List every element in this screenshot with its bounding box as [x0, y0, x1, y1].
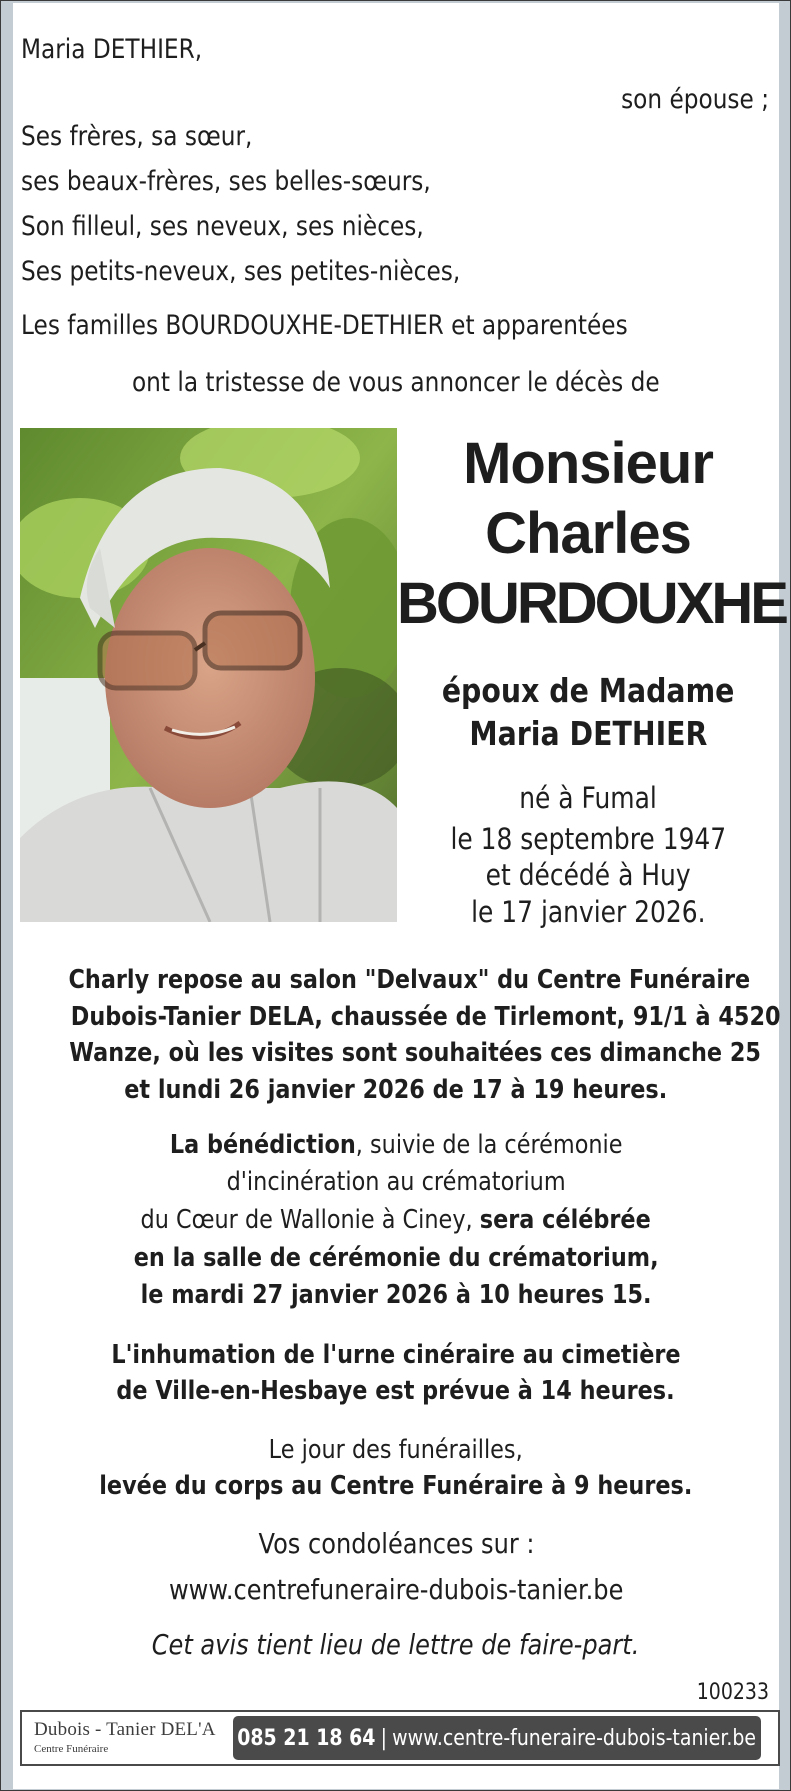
burial-line-text: L'inhumation de l'urne cinéraire au cimetière: [111, 1340, 681, 1370]
condolences-label-text: Vos condoléances sur :: [257, 1527, 535, 1560]
contact-bar-inner: [238, 1726, 757, 1751]
ceremony-line-5-text: le mardi 27 janvier 2026 à 10 heures 15.: [140, 1280, 652, 1310]
family-line-in-laws: ses beaux-frères, ses belles-sœurs,: [21, 166, 431, 197]
funeral-day-line-2: [13, 1473, 779, 1499]
ceremony-line-3: [13, 1207, 779, 1233]
birth-place: [397, 781, 779, 815]
obituary-notice: [13, 3, 786, 1789]
ceremony-line-4: [13, 1245, 779, 1271]
ceremony-line-2: [13, 1169, 779, 1195]
visitation-line: [13, 1040, 779, 1066]
blessing-label: La bénédiction: [169, 1130, 356, 1160]
reference-number: 100233: [696, 1680, 769, 1705]
separator: |: [381, 1725, 388, 1751]
funeral-home-logo-subtitle: Centre Funéraire: [34, 1743, 109, 1755]
deceased-first-name: Charles: [485, 501, 691, 566]
visitation-line: [13, 1004, 779, 1030]
website-link[interactable]: www.centre-funeraire-dubois-tanier.be: [392, 1725, 757, 1751]
ceremony-line-1-rest: , suivie de la cérémonie: [355, 1130, 623, 1160]
ceremony-line-3-wrap: [141, 1207, 651, 1233]
announcement-line: [13, 369, 779, 396]
birth-date: [397, 822, 779, 856]
ceremony-line-2-text: d'incinération au crématorium: [226, 1167, 566, 1197]
burial-line-text: de Ville-en-Hesbaye est prévue à 14 heures.: [116, 1376, 676, 1406]
ceremony-line-4-text: en la salle de cérémonie du crématorium,: [133, 1243, 659, 1273]
portrait-image: [20, 428, 397, 922]
death-place: [397, 858, 779, 892]
visitation-line: [13, 1077, 779, 1103]
phone-number[interactable]: 085 21 18 64: [237, 1725, 376, 1751]
spouse-line-1: [397, 671, 779, 710]
visitation-line-text: Dubois-Tanier DELA, chaussée de Tirlemont, 91/1 à 4520: [70, 1002, 781, 1032]
announcement-text: ont la tristesse de vous annoncer le décès de: [132, 367, 660, 398]
funeral-home-logo: Dubois - Tanier DEL'A: [34, 1719, 216, 1740]
death-place-text: et décédé à Huy: [485, 858, 691, 892]
visitation-line-text: Charly repose au salon "Delvaux" du Centre Funéraire: [68, 965, 751, 995]
ceremony-line-1-wrap: [170, 1132, 623, 1158]
funeral-day-line-2-text: levée du corps au Centre Funéraire à 9 heures.: [99, 1471, 693, 1501]
burial-line: [13, 1342, 779, 1368]
notice-text: Cet avis tient lieu de lettre de faire-part.: [152, 1628, 640, 1661]
death-date: [397, 895, 779, 929]
spouse-line-2-text: Maria DETHIER: [468, 714, 708, 753]
notice-line: [13, 1628, 779, 1661]
family-line-siblings: Ses frères, sa sœur,: [21, 121, 253, 152]
funeral-day-line-1: [13, 1437, 779, 1463]
family-line-grand-nephews: Ses petits-neveux, ses petites-nièces,: [21, 256, 461, 287]
contact-bar: [233, 1716, 761, 1760]
portrait-photo: [20, 428, 397, 922]
condolences-link[interactable]: www.centrefuneraire-dubois-tanier.be: [168, 1573, 624, 1606]
spouse-line-2: [397, 714, 779, 753]
family-line-families: Les familles BOURDOUXHE-DETHIER et apparentées: [21, 310, 628, 341]
family-line-nephews: Son filleul, ses neveux, ses nièces,: [21, 211, 424, 242]
deceased-last-name: BOURDOUXHE: [397, 571, 786, 636]
visitation-line-text: Wanze, où les visites sont souhaitées ces dimanche 25: [69, 1038, 761, 1068]
visitation-line-text: et lundi 26 janvier 2026 de 17 à 19 heures.: [124, 1075, 668, 1105]
spouse-role: son épouse ;: [621, 84, 769, 115]
ceremony-line-3-bold: sera célébrée: [480, 1205, 652, 1235]
condolences-label: [13, 1527, 779, 1560]
funeral-home-footer: [20, 1710, 780, 1766]
burial-line: [13, 1378, 779, 1404]
ceremony-line-1: [13, 1132, 779, 1158]
funeral-day-line-1-text: Le jour des funérailles,: [268, 1435, 524, 1465]
ceremony-line-5: [13, 1282, 779, 1308]
spouse-line-1-text: époux de Madame: [441, 671, 735, 710]
spouse-name: Maria DETHIER,: [21, 34, 203, 65]
birth-date-text: le 18 septembre 1947: [450, 822, 726, 856]
condolences-url[interactable]: [13, 1573, 779, 1606]
birth-place-text: né à Fumal: [519, 781, 657, 815]
death-date-text: le 17 janvier 2026.: [470, 895, 706, 929]
visitation-line: [13, 967, 779, 993]
ceremony-line-3-regular: du Cœur de Wallonie à Ciney,: [140, 1205, 481, 1235]
deceased-title: Monsieur: [463, 431, 713, 496]
